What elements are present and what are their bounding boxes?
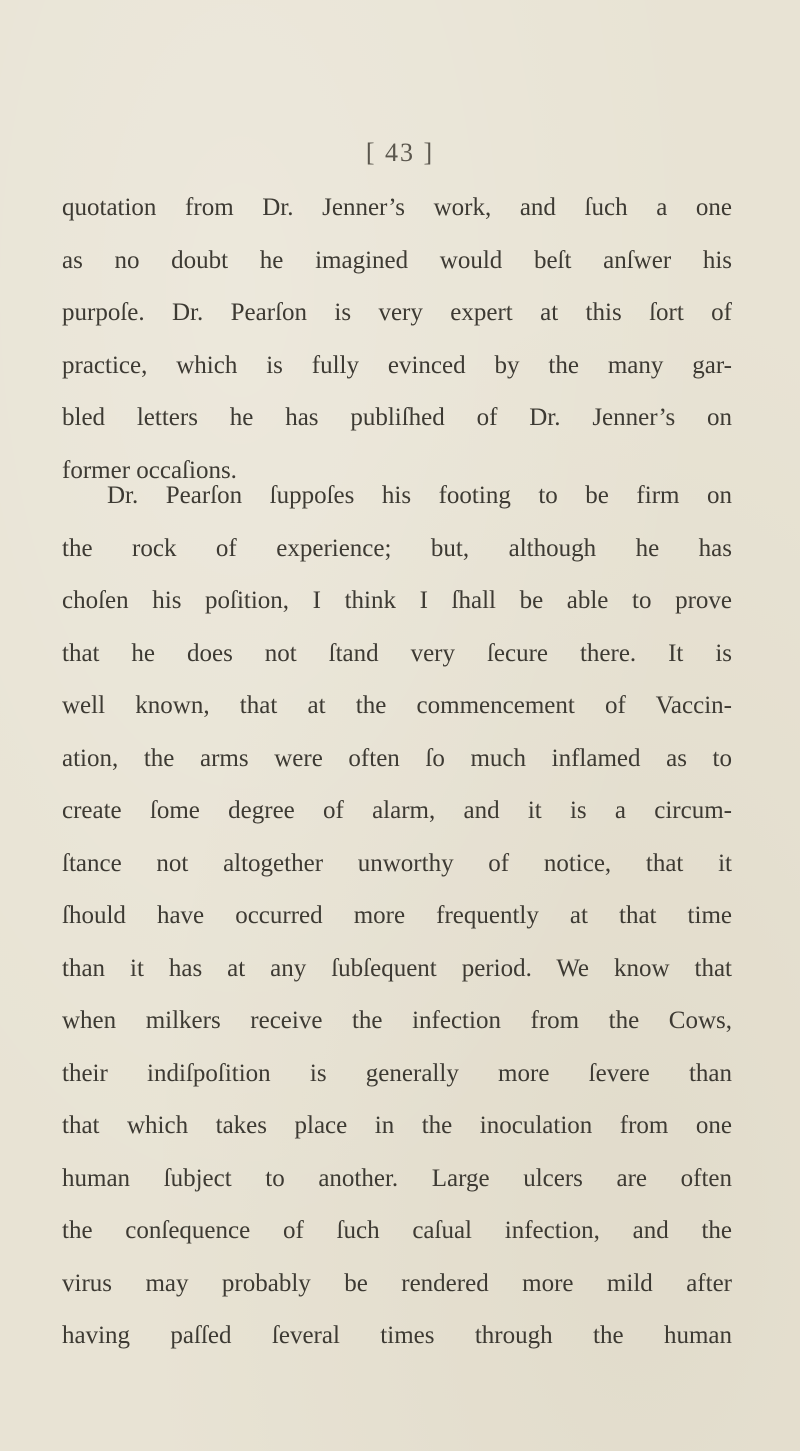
text-line: bled letters he has publiſhed of Dr. Jenner’s on <box>62 404 732 431</box>
text-line: purpoſe. Dr. Pearſon is very expert at this ſort of <box>62 299 732 326</box>
text-line: their indiſpoſition is generally more ſevere than <box>62 1059 732 1087</box>
text-line: ſtance not altogether unworthy of notice, that it <box>62 849 732 877</box>
text-line: the rock of experience; but, although he has <box>62 534 732 562</box>
text-line: choſen his poſition, I think I ſhall be able to prove <box>62 587 732 614</box>
text-line: virus may probably be rendered more mild after <box>62 1269 732 1297</box>
text-line: having paſſed ſeveral times through the human <box>62 1322 732 1349</box>
text-line: former occaſions. <box>62 456 237 484</box>
text-line: that which takes place in the inoculation from one <box>62 1112 732 1139</box>
text-line: practice, which is fully evinced by the many gar- <box>62 351 732 379</box>
text-line: ſhould have occurred more frequently at that time <box>62 902 732 929</box>
text-line: than it has at any ſubſequent period. We know that <box>62 954 732 982</box>
text-line: when milkers receive the infection from the Cows, <box>62 1007 732 1034</box>
text-line: the conſequence of ſuch caſual infection, and the <box>62 1217 732 1244</box>
page-number: [ 43 ] <box>365 138 435 167</box>
text-line: create ſome degree of alarm, and it is a circum- <box>62 797 732 824</box>
text-line: well known, that at the commencement of Vaccin- <box>62 692 732 719</box>
text-line: Dr. Pearſon ſuppoſes his footing to be firm on <box>107 482 732 509</box>
text-line: human ſubject to another. Large ulcers are often <box>62 1164 732 1192</box>
text-line: ation, the arms were often ſo much inflamed as to <box>62 744 732 772</box>
paragraph-1 <box>62 182 732 497</box>
text-line: that he does not ſtand very ſecure there. It is <box>62 639 732 667</box>
text-line: quotation from Dr. Jenner’s work, and ſuch a one <box>62 194 732 221</box>
text-line: as no doubt he imagined would beſt anſwer his <box>62 246 732 274</box>
paragraph-2 <box>62 470 732 1363</box>
